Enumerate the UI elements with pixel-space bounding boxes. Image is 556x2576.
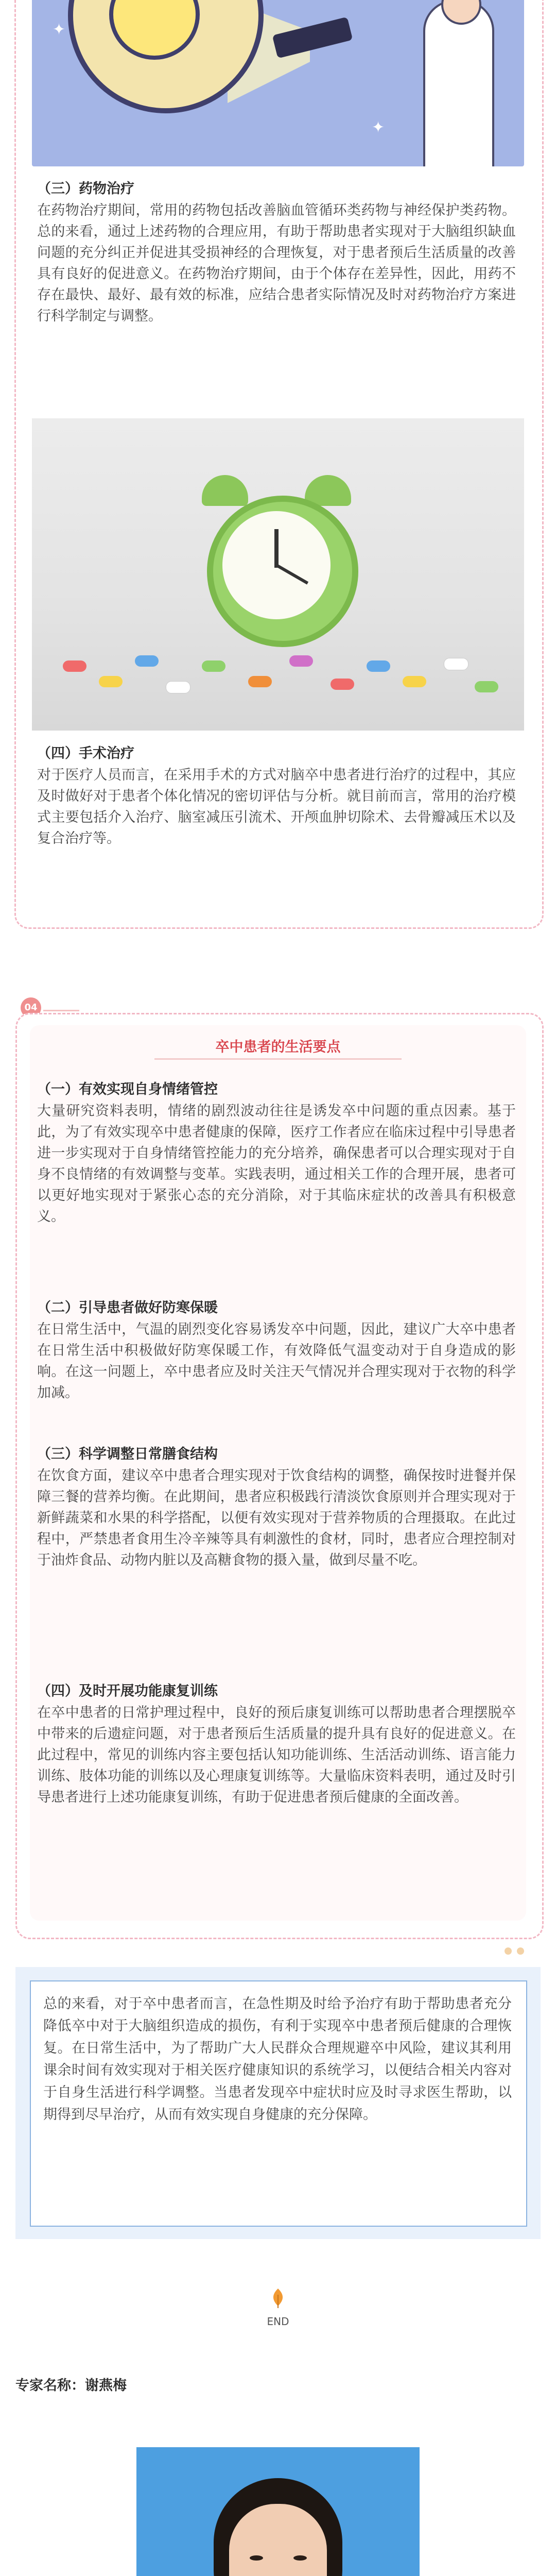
portrait-eye — [293, 2555, 307, 2561]
badge-divider — [43, 1010, 79, 1011]
summary-text: 总的来看，对于卒中患者而言，在急性期及时给予治疗有助于帮助患者充分降低卒中对于大脑组织造成的损伤，有利于实现卒中患者预后健康的合理恢复。在日常生活中，为了帮助广大人民群众合理规避卒中风险，建议其利用课余时间有效实现对于相关医疗健康知识的系统学习，以便结合相关内容对于自身生活进行科学调整。当患者发现卒中症状时应及时寻求医生帮助，以期得到尽早治疗，从而有效实现自身健康的充分保障。 — [43, 1996, 512, 2123]
pill-shape — [444, 658, 468, 670]
lifestyle-item-body: 大量研究资料表明，情绪的剧烈波动往往是诱发卒中问题的重点因素。基于此，为了有效实现卒中患者健康的保障，医疗工作者应在临床过程中引导患者进一步实现对于自身情绪管控能力的充分培养，确保患者可以合理实现对于自身不良情绪的有效调整与变革。实践表明，通过相关工作的合理开展，患者可以更好地实现对于紧张心态的充分消除，对于其临床症状的改善具有积极意义。 — [37, 1103, 516, 1225]
pill-shape — [135, 655, 159, 667]
decor-dot — [505, 1947, 512, 1955]
expert-name: 专家名称：谢燕梅 — [15, 2378, 127, 2394]
section-title-surgery: （四）手术治疗 — [37, 745, 134, 761]
lifestyle-item-body: 在卒中患者的日常护理过程中，良好的预后康复训练可以帮助患者合理摆脱卒中带来的后遗症问题，对于患者预后生活质量的提升具有良好的促进意义。在此过程中，常见的训练内容主要包括认知功能训练、生活活动训练、语言能力训练、肢体功能的训练以及心理康复训练等。大量临床资料表明，通过及时引导患者进行上述功能康复训练，有助于促进患者预后健康的全面改善。 — [37, 1705, 516, 1805]
title-underline — [154, 1058, 402, 1060]
section-body-medication: 在药物治疗期间，常用的药物包括改善脑血管循环类药物与神经保护类药物。总的来看，通过上述药物的合理应用，有助于帮助患者实现对于大脑组织缺血问题的充分纠正并促进其受损神经的合理恢复，对于患者预后生活质量的改善具有良好的促进意义。在药物治疗期间，由于个体存在差异性，因此，用药不存在最快、最好、最有效的标准，应结合患者实际情况及时对药物治疗方案进行科学制定与调整。 — [37, 202, 516, 324]
pill-shape — [248, 676, 272, 687]
decor-dot — [517, 1947, 524, 1955]
section-number-badge: 04 — [21, 997, 41, 1018]
pill-shape — [289, 655, 313, 667]
pill-shape — [475, 681, 498, 692]
star-icon: ✦ — [53, 21, 66, 39]
star-icon: ✦ — [372, 118, 385, 137]
pill-shape — [403, 676, 426, 687]
doctor-figure — [423, 0, 494, 166]
pill-shape — [99, 676, 123, 687]
pill-shape — [202, 660, 225, 672]
pill-shape — [63, 660, 86, 672]
lifestyle-item-body: 在日常生活中，气温的剧烈变化容易诱发卒中问题，因此，建议广大卒中患者在日常生活中积极做好防寒保暖工作，有效降低气温变动对于自身造成的影响。在这一问题上，卒中患者应及时关注天气情况并合理实现对于衣物的科学加减。 — [37, 1321, 516, 1401]
lifestyle-item-title: （一）有效实现自身情绪管控 — [37, 1081, 218, 1097]
end-leaf-icon — [268, 2287, 288, 2308]
lifestyle-card-title: 卒中患者的生活要点 — [215, 1039, 341, 1055]
lifestyle-item-body: 在饮食方面，建议卒中患者合理实现对于饮食结构的调整，确保按时进餐并保障三餐的营养均衡。在此期间，患者应积极践行清淡饮食原则并合理实现对于新鲜蔬菜和水果的科学搭配，以便有效实现对于营养物质的合理摄取。在此过程中，严禁患者食用生冷辛辣等具有刺激性的食材，同时，患者应合理控制对于油炸食品、动物内脏以及高糖食物的摄入量，做到尽量不吃。 — [37, 1468, 516, 1568]
portrait-eye — [250, 2555, 263, 2561]
clock-hand — [274, 529, 279, 568]
clock-bell — [202, 475, 248, 506]
lifestyle-item-title: （三）科学调整日常膳食结构 — [37, 1446, 218, 1462]
pill-shape — [367, 660, 390, 672]
brain-illustration — [32, 0, 524, 166]
lifestyle-item-title: （四）及时开展功能康复训练 — [37, 1683, 218, 1699]
section-body-surgery: 对于医疗人员而言，在采用手术的方式对脑卒中患者进行治疗的过程中，其应及时做好对于患者个体化情况的密切评估与分析。就目前而言，常用的治疗模式主要包括介入治疗、脑室减压引流术、开颅血肿切除术、去骨瓣减压术以及复合治疗等。 — [37, 767, 516, 846]
lifestyle-item-title: （二）引导患者做好防寒保暖 — [37, 1300, 218, 1316]
pill-shape — [166, 681, 190, 693]
alarm-clock-pills-photo — [32, 418, 524, 731]
pill-shape — [331, 679, 354, 690]
section-title-medication: （三）药物治疗 — [37, 181, 134, 197]
expert-portrait — [136, 2447, 420, 2576]
end-label: END — [267, 2315, 289, 2328]
